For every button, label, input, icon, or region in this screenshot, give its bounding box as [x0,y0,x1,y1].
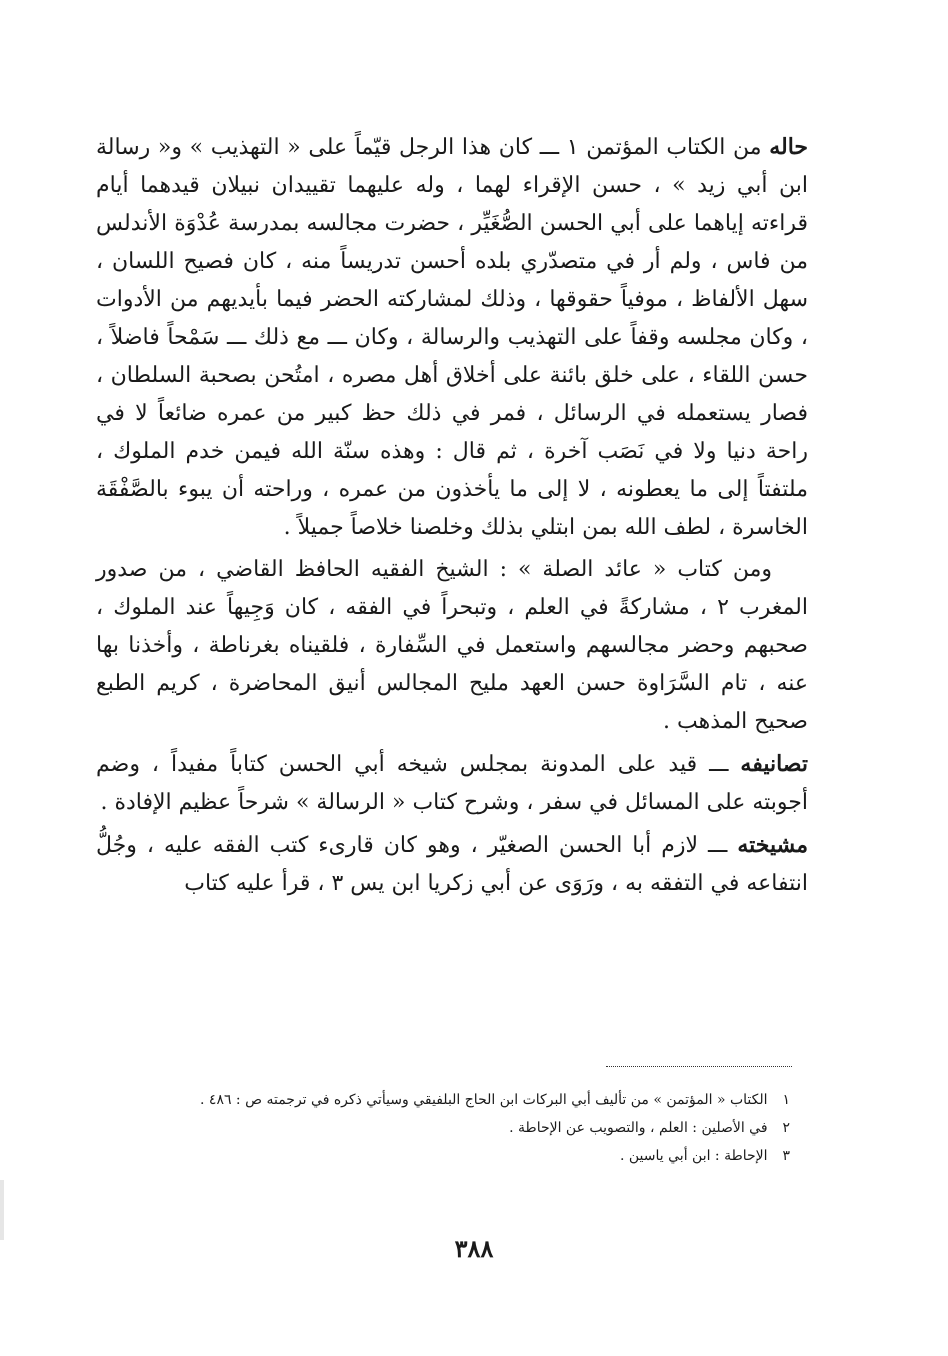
paragraph-text: ـــ لازم أبا الحسن الصغيّر ، وهو كان قارىء كتب الفقه عليه ، وجُلُّ انتفاعه في التفقه به ، ورَوَى عن أبي زكريا ابن يس ٣ ، قرأ عليه كتاب [96,833,808,896]
paragraph-3 [96,745,808,822]
paragraph-4 [96,826,808,903]
footnote-3 [100,1144,790,1168]
footnote-number: ٣ [782,1148,790,1164]
footnote-text: في الأصلين : العلم ، والتصويب عن الإحاطة . [509,1120,768,1136]
paragraph-text: ـــ قيد على المدونة بمجلس شيخه أبي الحسن كتاباً مفيداً ، وضم أجوبته على المسائل في سفر ، وشرح كتاب « الرسالة » شرحاً عظيم الإفادة . [96,752,808,815]
paragraph-lead: مشيخته [737,832,808,858]
footnote-text: الكتاب « المؤتمن » من تأليف أبي البركات ابن الحاج البلفيقي وسيأتي ذكره في ترجمته ص : ٤٨٦ . [200,1092,768,1108]
footnotes [100,1088,790,1172]
paragraph-lead: تصانيفه [740,751,808,777]
paragraph-text: ومن كتاب « عائد الصلة » : الشيخ الفقيه الحافظ القاضي ، من صدور المغرب ٢ ، مشاركةً في العلم ، وتبحراً في الفقه ، كان وَجِيهاً عند الملوك ، صحبهم وحضر مجالسهم واستعمل في السِّفارة ، فلقيناه بغرناطة ، وأخذنا بها عنه ، تام السَّرَاوة حسن العهد مليح المجالس أنيق المحاضرة ، كريم الطبع صحيح المذهب . [96,557,808,734]
footnote-text: الإحاطة : ابن أبي ياسين . [620,1148,768,1164]
scan-edge-mark [0,1180,4,1240]
paragraph-1 [96,128,808,547]
page-number: ٣٨٨ [454,1234,494,1263]
main-text [96,128,808,903]
footnote-2 [100,1116,790,1140]
footnote-number: ٢ [782,1120,790,1136]
footnote-divider [606,1066,792,1067]
footnote-1 [100,1088,790,1112]
paragraph-2 [96,551,808,741]
paragraph-lead: حاله [769,134,809,160]
footnote-number: ١ [782,1092,790,1108]
paragraph-text: من الكتاب المؤتمن ١ ـــ كان هذا الرجل قيّماً على « التهذيب » و« رسالة ابن أبي زيد » ، حسن الإقراء لهما ، وله عليهما تقييدان نبيلان قيدهما أيام قراءته إياهما على أبي الحسن الصُّغَيِّر ، حضرت مجالسه بمدرسة عُدْوَة الأندلس من فاس ، ولم أر في متصدّري بلده أحسن تدريساً منه ، كان فصيح اللسان ، سهل الألفاظ ، موفياً حقوقها ، وذلك لمشاركته الحضر فيما بأيديهم من الأدوات ، وكان مجلسه وقفاً على التهذيب والرسالة ، وكان ـــ مع ذلك ـــ سَمْحاً فاضلاً ، حسن اللقاء ، على خلق بائنة على أخلاق أهل مصره ، امتُحن بصحبة السلطان ، فصار يستعمله في الرسائل ، فمر في ذلك حظ كبير من عمره ضائعاً لا في راحة دنيا ولا في نَصَب آخرة ، ثم قال : وهذه سنّة الله فيمن خدم الملوك ، ملتفتاً إلى ما يعطونه ، لا إلى ما يأخذون من عمره ، وراحته أن يبوء بالصَّفْقَة الخاسرة ، لطف الله بمن ابتلي بذلك وخلصنا خلاصاً جميلاً . [96,135,808,540]
